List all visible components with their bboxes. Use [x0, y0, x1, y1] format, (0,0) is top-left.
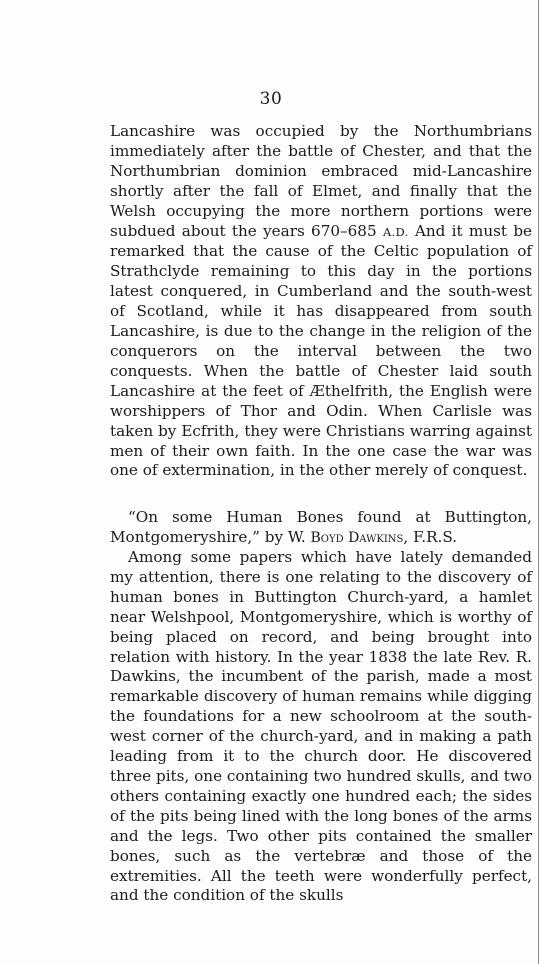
body-paragraph-2 [110, 548, 532, 906]
paragraph-1-continuation: And it must be remarked that the cause of the Celtic population of Strathclyde remaining to this day in the portions latest conquered, in Cumberland and the south-west of Scotland, while it has disappeared from south Lancashire, is due to the change in the religion of the conquerors on the interval between the two conquests. When the battle of Chester laid south Lancashire at the feet of Æthelfrith, the English were worshippers of Thor and Odin. When Carlisle was taken by Ecfrith, they were Christians warring against men of their own faith. In the one case the war was one of extermination, in the other merely of conquest. [110, 221, 533, 480]
paper-author: Boyd Dawkins [310, 529, 404, 546]
paper-heading [110, 508, 532, 549]
page-edge [538, 0, 539, 964]
paper-title: “On some Human Bones found at Buttington, Montgomeryshire,” by W. [110, 508, 532, 546]
paragraph-1-text: Lancashire was occupied by the Northumbrians immediately after the battle of Chester, and that the Northumbrian dominion embraced mid-Lancashire shortly after the fall of Elmet, and finally that the Welsh occupying the more northern portions were subdued about the years 670–685 [110, 122, 532, 240]
body-paragraph-1 [110, 122, 532, 481]
paper-author-suffix: , F.R.S. [403, 527, 458, 546]
era-abbreviation: A.D. [382, 224, 409, 239]
paragraph-2-text: Among some papers which have lately demanded my attention, there is one relating to the discovery of human bones in Buttington Church-yard, a hamlet near Welshpool, Montgomeryshire, which is worthy of being placed on record, and being brought into relation with history. In the year 1838 the late Rev. R. Dawkins, the incumbent of the parish, made a most remarkable discovery of human remains while digging the foundations for a new schoolroom at the south-west corner of the church-yard, and in making a path leading from it to the church door. He discovered three pits, one containing two hundred skulls, and two others containing exactly one hundred each; the sides of the pits being lined with the long bones of the arms and the legs. Two other pits contained the smaller bones, such as the vertebræ and those of the extremities. All the teeth were wonderfully perfect, and the condition of the skulls [110, 548, 532, 905]
page-number: 30 [259, 89, 283, 109]
